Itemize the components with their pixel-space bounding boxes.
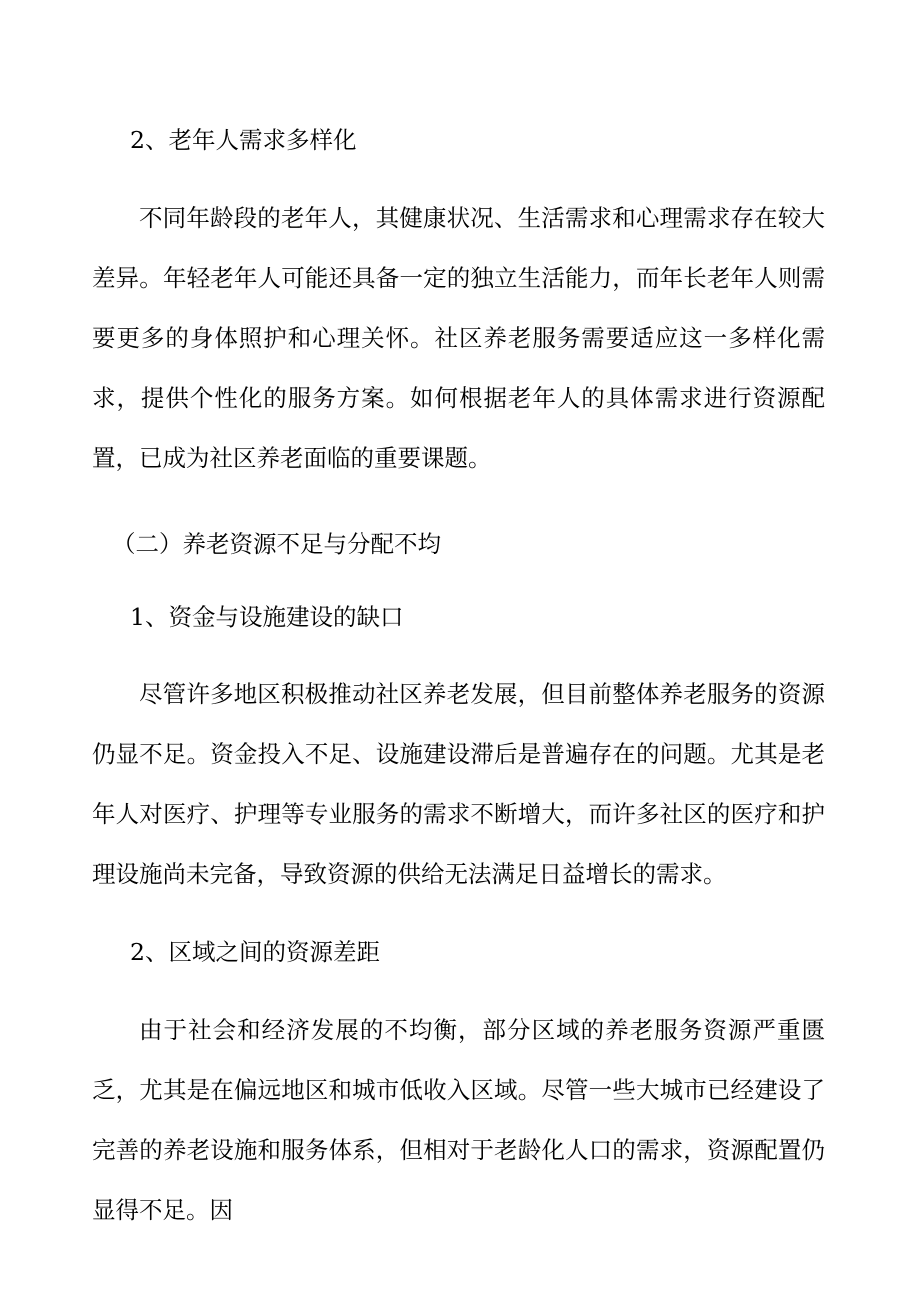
paragraph-elderly-needs: 不同年龄段的老年人，其健康状况、生活需求和心理需求存在较大差异。年轻老年人可能还具备一定的独立生活能力，而年长老年人则需要更多的身体照护和心理关怀。社区养老服务需要适应这一多样化需求，提供个性化的服务方案。如何根据老年人的具体需求进行资源配置，已成为社区养老面临的重要课题。	[92, 204, 825, 472]
paragraph-funding-gap: 尽管许多地区积极推动社区养老发展，但目前整体养老服务的资源仍显不足。资金投入不足、设施建设滞后是普遍存在的问题。尤其是老年人对医疗、护理等专业服务的需求不断增大，而许多社区的医疗和护理设施尚未完备，导致资源的供给无法满足日益增长的需求。	[92, 680, 825, 888]
paragraph-regional-gap: 由于社会和经济发展的不均衡，部分区域的养老服务资源严重匮乏，尤其是在偏远地区和城市低收入区域。尽管一些大城市已经建设了完善的养老设施和服务体系，但相对于老龄化人口的需求，资源配置仍显得不足。因	[92, 1016, 825, 1224]
section-heading-resource-shortage: （二）养老资源不足与分配不均	[112, 530, 441, 558]
section-heading-funding-gap: 1、资金与设施建设的缺口	[130, 603, 404, 631]
section-heading-regional-gap: 2、区域之间的资源差距	[130, 938, 380, 966]
section-heading-elderly-needs: 2、老年人需求多样化	[130, 126, 357, 154]
